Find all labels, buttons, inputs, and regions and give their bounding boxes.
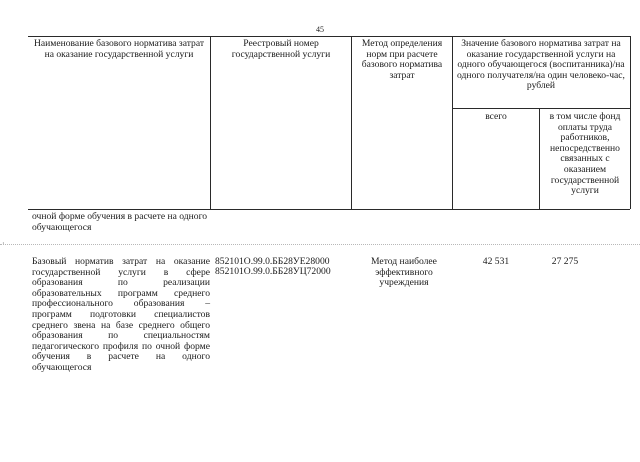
header-method: Метод определения норм при расчете базового норматива затрат [361,38,443,81]
row-code-2: 852101О.99.0.ББ28УЦ72000 [215,266,331,277]
subheader-divider [452,108,630,109]
row-method: Метод наиболее эффективного учреждения [371,256,437,289]
row-total: 42 531 [482,256,510,267]
header-bottom-border [28,209,630,210]
col-divider-1 [210,36,211,209]
row-name: Базовый норматив затрат на оказание государственной услуги в сфере образования по реализации образовательных программ среднего профессионального образования – программ подготовки специалистов среднего звена на базе среднего общего образования по специальностям педагогического профиля по очной форме обучения в расчете на одного обучающегося [32,256,210,373]
scan-mark: · [2,239,5,248]
page-number: 45 [316,25,324,34]
page-break-separator [0,244,640,245]
header-value: Значение базового норматива затрат на оказание государственной услуги на одного обучающегося (воспитанника)/на одного получателя/на один человеко-час, рублей [457,38,625,92]
col-divider-2 [351,36,352,209]
header-name: Наименование базового норматива затрат на оказание государственной услуги [33,38,205,60]
col-divider-4 [539,108,540,209]
row-code-1: 852101О.99.0.ББ28УЕ28000 [215,256,330,267]
table-right-border [630,36,631,209]
header-payroll: в том числе фонд оплаты труда работников, непосредственно связанных с оказанием государственной услуги [549,111,621,197]
col-divider-3 [452,36,453,209]
table-top-border [28,36,630,37]
header-registry-number: Реестровый номер государственной услуги [231,38,331,60]
continued-text: очной форме обучения в расчете на одного обучающегося [32,211,208,233]
header-total: всего [485,111,507,122]
row-payroll: 27 275 [551,256,579,267]
